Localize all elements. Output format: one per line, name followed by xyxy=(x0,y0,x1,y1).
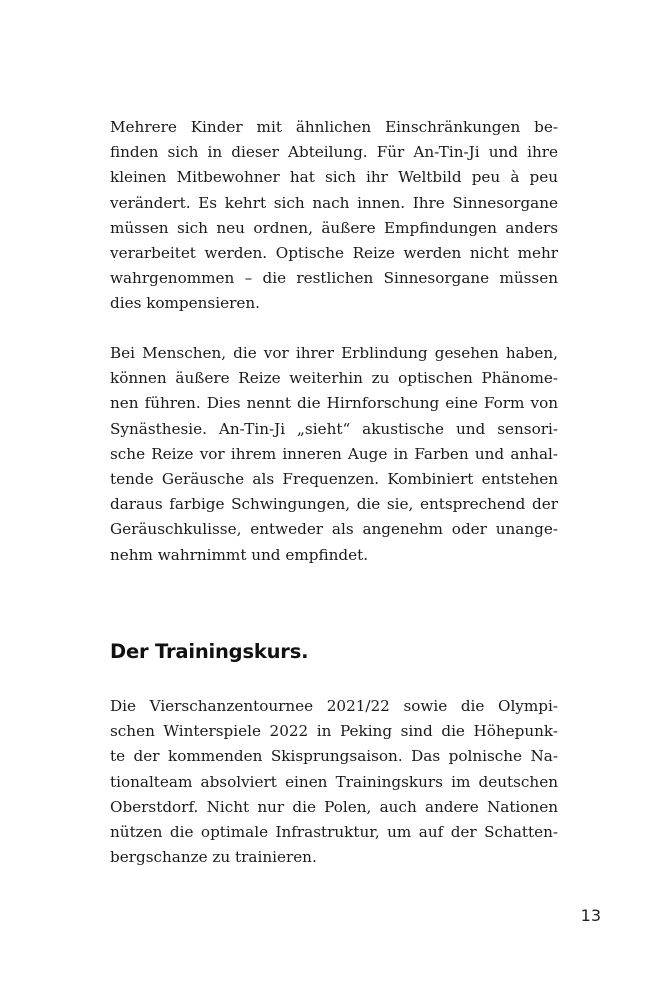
text-line: nen führen. Dies nennt die Hirnforschung eine Form von xyxy=(110,394,558,413)
paragraph-2 xyxy=(110,341,558,568)
text-line: verarbeitet werden. Optische Reize werden nicht mehr xyxy=(110,243,558,262)
text-line: können äußere Reize weiterhin zu optischen Phänome- xyxy=(110,369,558,388)
text-line: dies kompensieren. xyxy=(110,294,260,313)
text-line: Geräuschkulisse, entweder als angenehm oder unange- xyxy=(110,520,558,539)
text-line: te der kommenden Skisprungsaison. Das polnische Na- xyxy=(110,747,558,766)
text-line: daraus farbige Schwingungen, die sie, entsprechend der xyxy=(110,495,558,514)
text-line: verändert. Es kehrt sich nach innen. Ihre Sinnesorgane xyxy=(110,193,558,212)
text-line: nützen die optimale Infrastruktur, um auf der Schatten- xyxy=(110,822,558,841)
text-line: Synästhesie. An-Tin-Ji „sieht“ akustische und sensori- xyxy=(110,419,558,438)
text-line: tende Geräusche als Frequenzen. Kombiniert entstehen xyxy=(110,469,558,488)
text-line: wahrgenommen – die restlichen Sinnesorgane müssen xyxy=(110,269,558,288)
text-line: Oberstdorf. Nicht nur die Polen, auch andere Nationen xyxy=(110,797,558,816)
text-line: Mehrere Kinder mit ähnlichen Einschränkungen be- xyxy=(110,118,558,136)
text-line: schen Winterspiele 2022 in Peking sind die Höhepunk- xyxy=(110,722,558,741)
text-line: nehm wahrnimmt und empfindet. xyxy=(110,545,369,564)
text-line: tionalteam absolviert einen Trainingskurs im deutschen xyxy=(110,772,558,791)
text-line: bergschanze zu trainieren. xyxy=(110,848,317,867)
section-heading: Der Trainingskurs. xyxy=(110,640,309,663)
text-line: müssen sich neu ordnen, äußere Empfindungen anders xyxy=(110,218,558,237)
text-line: finden sich in dieser Abteilung. Für An-Tin-Ji und ihre xyxy=(110,143,558,162)
paragraph-1 xyxy=(110,115,558,317)
text-line: kleinen Mitbewohner hat sich ihr Weltbild peu à peu xyxy=(110,168,558,187)
page-number: 13 xyxy=(580,906,601,925)
text-line: Bei Menschen, die vor ihrer Erblindung gesehen haben, xyxy=(110,344,558,362)
text-line: sche Reize vor ihrem inneren Auge in Farben und anhal- xyxy=(110,444,558,463)
text-line: Die Vierschanzentournee 2021/22 sowie die Olympi- xyxy=(110,697,558,715)
paragraph-3 xyxy=(110,694,558,870)
